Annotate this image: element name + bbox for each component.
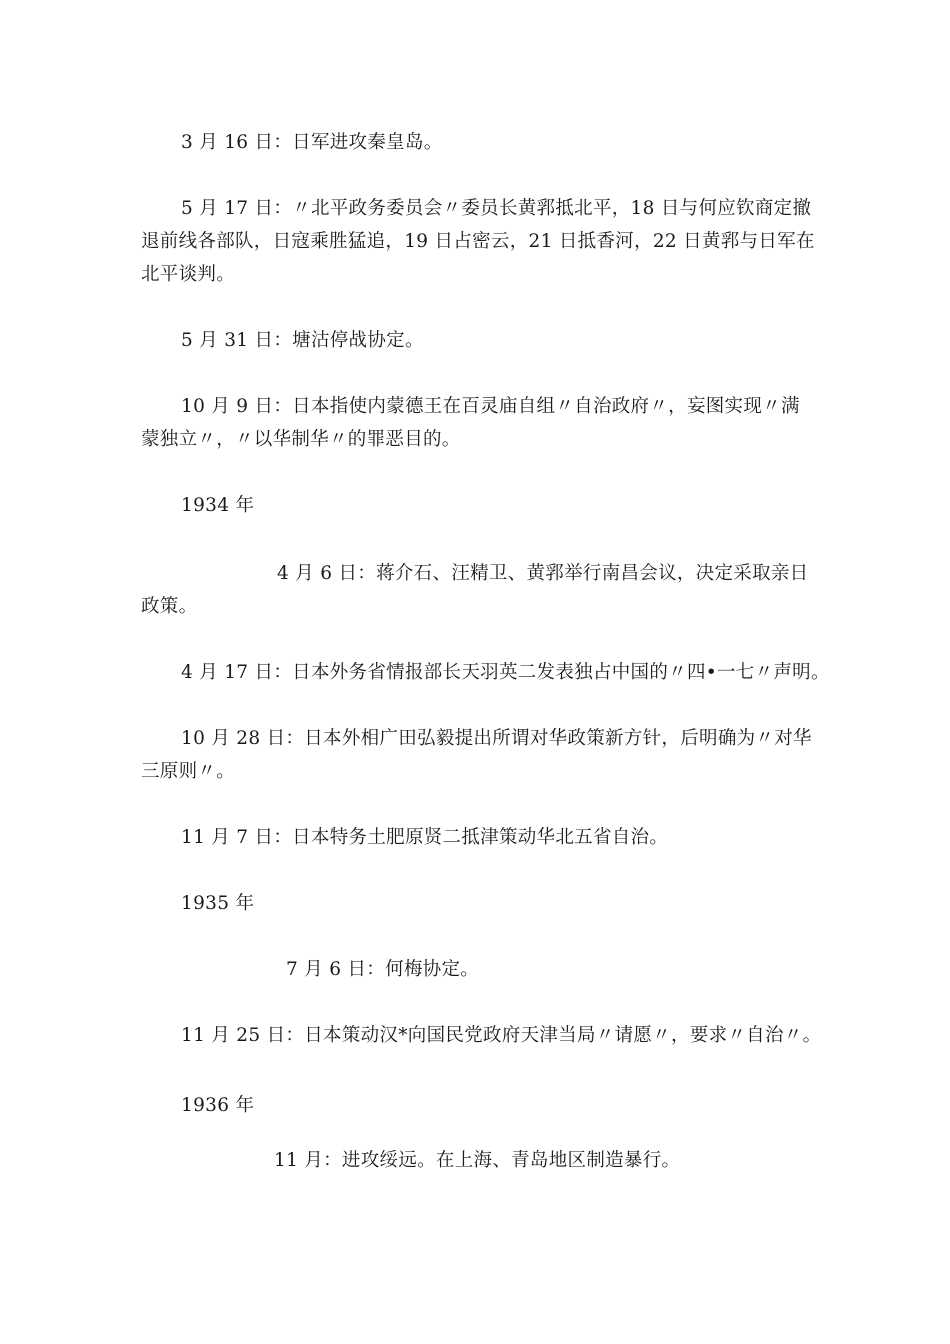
text-line: 5 月 31 日：塘沽停战协定。: [181, 330, 424, 351]
text-line: 5 月 17 日：〃北平政务委员会〃委员长黄郛抵北平，18 日与何应钦商定撤: [181, 198, 812, 219]
text-line: 7 月 6 日：何梅协定。: [286, 959, 480, 980]
year-heading-1935: [141, 887, 821, 920]
text-line: 3 月 16 日：日军进攻秦皇岛。: [181, 132, 443, 153]
entry-nov: [141, 1144, 821, 1177]
text-line: 政策。: [141, 596, 198, 617]
entry-oct-9: [141, 390, 821, 456]
text-line: 三原则〃。: [141, 761, 236, 782]
entry-may-31: [141, 324, 821, 357]
entry-nov-7: [141, 821, 821, 854]
text-line: 10 月 28 日：日本外相广田弘毅提出所谓对华政策新方针，后明确为〃对华: [181, 728, 812, 749]
text-line: 4 月 17 日：日本外务省情报部长天羽英二发表独占中国的〃四•一七〃声明。: [181, 662, 830, 683]
text-line: 11 月 7 日：日本特务土肥原贤二抵津策动华北五省自治。: [181, 827, 669, 848]
text-line: 1934 年: [181, 495, 255, 516]
entry-nov-25: [141, 1019, 821, 1052]
year-heading-1934: [141, 489, 821, 522]
entry-mar-16: [141, 126, 821, 159]
year-heading-1936: [141, 1089, 821, 1122]
text-line: 4 月 6 日：蒋介石、汪精卫、黄郛举行南昌会议，决定采取亲日: [277, 563, 809, 584]
text-line: 10 月 9 日：日本指使内蒙德王在百灵庙自组〃自治政府〃，妄图实现〃满: [181, 396, 800, 417]
text-line: 1935 年: [181, 893, 255, 914]
entry-apr-17: [141, 656, 830, 689]
text-line: 北平谈判。: [141, 264, 236, 285]
entry-oct-28: [141, 722, 821, 788]
entry-may-17: [141, 192, 821, 291]
text-line: 11 月 25 日：日本策动汉*向国民党政府天津当局〃请愿〃，要求〃自治〃。: [181, 1025, 822, 1046]
text-line: 11 月：进攻绥远。在上海、青岛地区制造暴行。: [274, 1150, 681, 1171]
entry-apr-6: [141, 557, 821, 623]
entry-jul-6: [141, 953, 821, 986]
text-line: 退前线各部队，日寇乘胜猛追，19 日占密云，21 日抵香河，22 日黄郛与日军在: [141, 231, 815, 252]
text-line: 1936 年: [181, 1095, 255, 1116]
text-line: 蒙独立〃，〃以华制华〃的罪恶目的。: [141, 429, 461, 450]
